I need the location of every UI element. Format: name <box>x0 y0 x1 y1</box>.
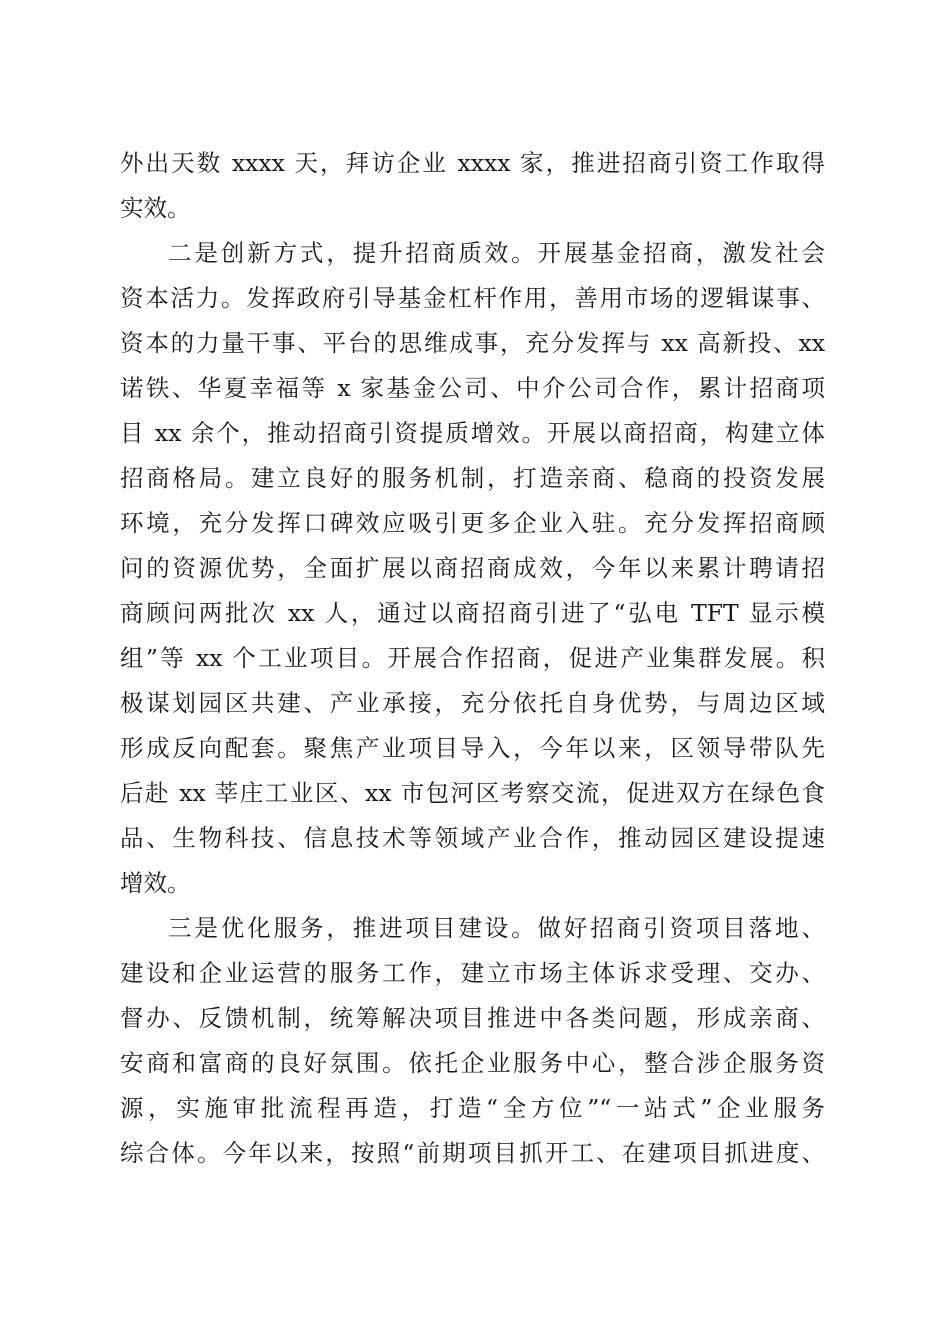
paragraph-line: 诺铁、华夏幸福等 x 家基金公司、中介公司合作，累计招商项 <box>120 374 825 402</box>
paragraph-line: 建设和企业运营的服务工作，建立市场主体诉求受理、交办、 <box>120 959 825 987</box>
paragraph-line: 外出天数 xxxx 天，拜访企业 xxxx 家，推进招商引资工作取得 <box>120 149 825 177</box>
paragraph-line: 实效。 <box>120 194 191 222</box>
paragraph-line: 督办、反馈机制，统筹解决项目推进中各类问题，形成亲商、 <box>120 1004 825 1032</box>
paragraph-line: 目 xx 余个，推动招商引资提质增效。开展以商招商，构建立体 <box>120 419 825 447</box>
paragraph-line: 招商格局。建立良好的服务机制，打造亲商、稳商的投资发展 <box>120 464 825 492</box>
paragraph-line: 环境，充分发挥口碑效应吸引更多企业入驻。充分发挥招商顾 <box>120 509 825 537</box>
paragraph-line: 综合体。今年以来，按照“前期项目抓开工、在建项目抓进度、 <box>120 1139 825 1167</box>
paragraph-line: 形成反向配套。聚焦产业项目导入，今年以来，区领导带队先 <box>120 734 825 762</box>
paragraph-line: 安商和富商的良好氛围。依托企业服务中心，整合涉企服务资 <box>120 1049 825 1077</box>
paragraph-line: 增效。 <box>120 869 191 897</box>
paragraph-line: 资本活力。发挥政府引导基金杠杆作用，善用市场的逻辑谋事、 <box>120 284 825 312</box>
paragraph-line: 品、生物科技、信息技术等领域产业合作，推动园区建设提速 <box>120 824 825 852</box>
paragraph-line: 源，实施审批流程再造，打造“全方位”“一站式”企业服务 <box>120 1094 825 1122</box>
paragraph-line: 三是优化服务，推进项目建设。做好招商引资项目落地、 <box>168 914 825 942</box>
paragraph-line: 商顾问两批次 xx 人，通过以商招商引进了“弘电 TFT 显示模 <box>120 599 825 627</box>
paragraph-line: 资本的力量干事、平台的思维成事，充分发挥与 xx 高新投、xx <box>120 329 825 357</box>
paragraph-line: 后赴 xx 莘庄工业区、xx 市包河区考察交流，促进双方在绿色食 <box>120 779 825 807</box>
paragraph-line: 极谋划园区共建、产业承接，充分依托自身优势，与周边区域 <box>120 689 825 717</box>
paragraph-line: 组”等 xx 个工业项目。开展合作招商，促进产业集群发展。积 <box>120 644 825 672</box>
paragraph-line: 问的资源优势，全面扩展以商招商成效，今年以来累计聘请招 <box>120 554 825 582</box>
paragraph-line: 二是创新方式，提升招商质效。开展基金招商，激发社会 <box>168 239 825 267</box>
